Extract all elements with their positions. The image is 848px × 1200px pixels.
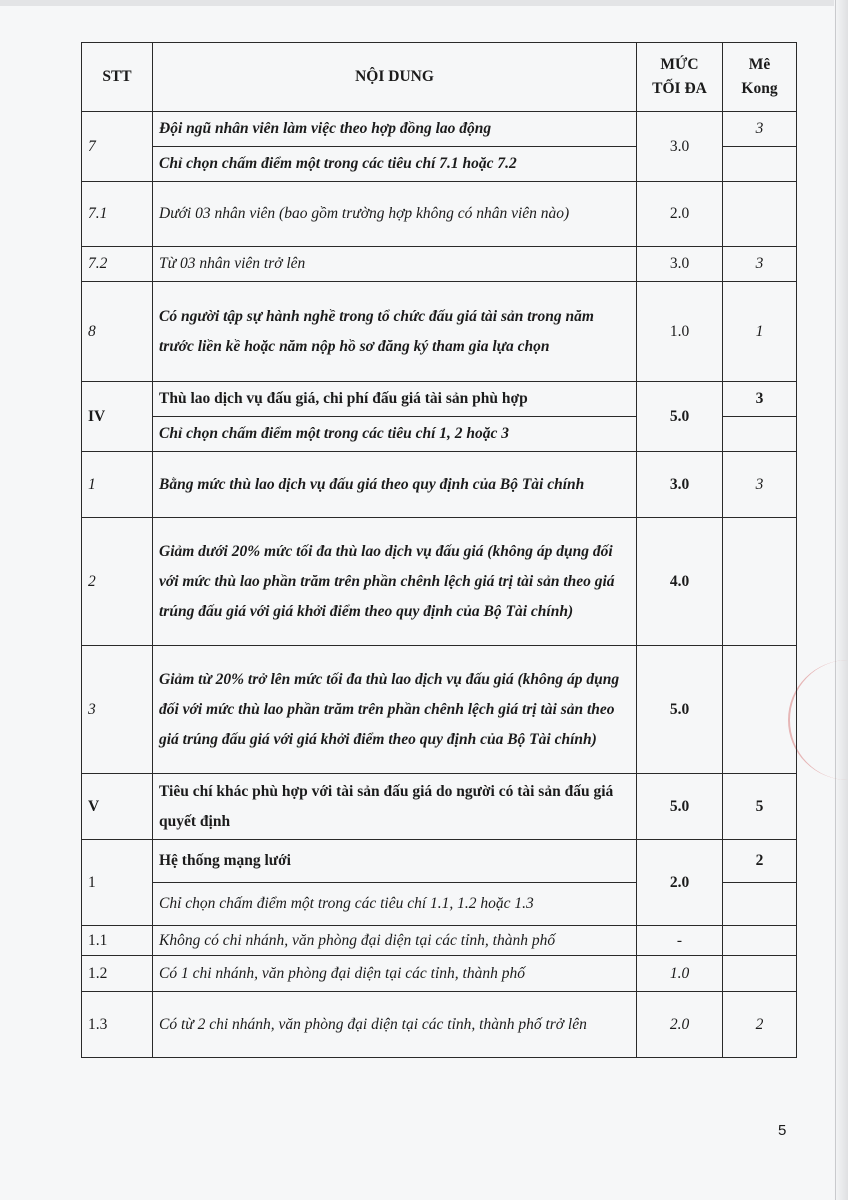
row-max: 3.0 — [637, 452, 723, 518]
row-stt: V — [82, 774, 153, 840]
red-seal-stamp — [788, 660, 848, 780]
table-row — [82, 518, 797, 646]
row-max: 5.0 — [637, 646, 723, 774]
row-max: 3.0 — [637, 112, 723, 182]
row-max: 1.0 — [637, 956, 723, 992]
table-row — [82, 646, 797, 774]
row-score: 3 — [723, 452, 797, 518]
page-border-line — [835, 0, 836, 1200]
row-score: 2 — [723, 992, 797, 1058]
table-row — [82, 382, 797, 417]
row-content: Chỉ chọn chấm điểm một trong các tiêu chí 1.1, 1.2 hoặc 1.3 — [153, 883, 637, 926]
row-score — [723, 182, 797, 247]
row-max: 2.0 — [637, 992, 723, 1058]
table-row — [82, 112, 797, 147]
page-top-edge — [0, 0, 848, 6]
row-content: Giảm dưới 20% mức tối đa thù lao dịch vụ đấu giá (không áp dụng đối với mức thù lao phần trăm trên phần chênh lệch giá trị tài sản theo giá trúng đấu giá với giá khởi điểm theo quy định của Bộ Tài chính) — [153, 518, 637, 646]
row-content: Giảm từ 20% trở lên mức tối đa thù lao dịch vụ đấu giá (không áp dụng đối với mức thù lao phần trăm trên phần chênh lệch giá trị tài sản theo giá trúng đấu giá với giá khởi điểm theo quy định của Bộ Tài chính) — [153, 646, 637, 774]
header-content: NỘI DUNG — [153, 43, 637, 112]
row-score — [723, 646, 797, 774]
scoring-table — [81, 42, 797, 1058]
table-row — [82, 992, 797, 1058]
row-content: Chỉ chọn chấm điểm một trong các tiêu chí 1, 2 hoặc 3 — [153, 417, 637, 452]
row-stt: 7.2 — [82, 247, 153, 282]
row-content: Đội ngũ nhân viên làm việc theo hợp đồng lao động — [153, 112, 637, 147]
row-score: 3 — [723, 382, 797, 417]
row-stt: 7.1 — [82, 182, 153, 247]
row-score: 5 — [723, 774, 797, 840]
row-max: 2.0 — [637, 182, 723, 247]
header-org: Mê Kong — [723, 43, 797, 112]
header-max: MỨC TỐI ĐA — [637, 43, 723, 112]
row-content: Dưới 03 nhân viên (bao gồm trường hợp không có nhân viên nào) — [153, 182, 637, 247]
page-right-edge — [834, 0, 848, 1200]
row-score — [723, 926, 797, 956]
row-max: 4.0 — [637, 518, 723, 646]
table-row — [82, 956, 797, 992]
row-max: 5.0 — [637, 382, 723, 452]
row-score: 2 — [723, 840, 797, 883]
page-number: 5 — [778, 1122, 787, 1139]
table-row — [82, 926, 797, 956]
row-stt: 1.3 — [82, 992, 153, 1058]
row-max: 3.0 — [637, 247, 723, 282]
table-row — [82, 452, 797, 518]
table-row — [82, 182, 797, 247]
row-content: Có người tập sự hành nghề trong tổ chức đấu giá tài sản trong năm trước liền kề hoặc năm nộp hồ sơ đăng ký tham gia lựa chọn — [153, 282, 637, 382]
row-score — [723, 956, 797, 992]
row-stt: 2 — [82, 518, 153, 646]
row-score-empty — [723, 417, 797, 452]
row-content: Bằng mức thù lao dịch vụ đấu giá theo quy định của Bộ Tài chính — [153, 452, 637, 518]
row-score: 3 — [723, 112, 797, 147]
row-content: Thù lao dịch vụ đấu giá, chi phí đấu giá tài sản phù hợp — [153, 382, 637, 417]
row-stt: 1.1 — [82, 926, 153, 956]
row-score — [723, 518, 797, 646]
row-max: 5.0 — [637, 774, 723, 840]
row-content: Hệ thống mạng lưới — [153, 840, 637, 883]
row-stt: 1 — [82, 452, 153, 518]
table-row — [82, 774, 797, 840]
row-score-empty — [723, 147, 797, 182]
row-content: Từ 03 nhân viên trở lên — [153, 247, 637, 282]
row-content: Chỉ chọn chấm điểm một trong các tiêu chí 7.1 hoặc 7.2 — [153, 147, 637, 182]
table-header — [82, 43, 797, 112]
table-row — [82, 840, 797, 883]
row-score: 3 — [723, 247, 797, 282]
row-score-empty — [723, 883, 797, 926]
table-row — [82, 282, 797, 382]
row-max: 1.0 — [637, 282, 723, 382]
row-max: 2.0 — [637, 840, 723, 926]
row-score: 1 — [723, 282, 797, 382]
row-stt: 7 — [82, 112, 153, 182]
row-stt: 1.2 — [82, 956, 153, 992]
table-row — [82, 247, 797, 282]
row-stt: IV — [82, 382, 153, 452]
row-content: Có 1 chi nhánh, văn phòng đại diện tại các tỉnh, thành phố — [153, 956, 637, 992]
row-max: - — [637, 926, 723, 956]
header-stt: STT — [82, 43, 153, 112]
row-content: Tiêu chí khác phù hợp với tài sản đấu giá do người có tài sản đấu giá quyết định — [153, 774, 637, 840]
row-stt: 1 — [82, 840, 153, 926]
row-stt: 8 — [82, 282, 153, 382]
row-content: Không có chi nhánh, văn phòng đại diện tại các tỉnh, thành phố — [153, 926, 637, 956]
row-content: Có từ 2 chi nhánh, văn phòng đại diện tại các tỉnh, thành phố trở lên — [153, 992, 637, 1058]
row-stt: 3 — [82, 646, 153, 774]
